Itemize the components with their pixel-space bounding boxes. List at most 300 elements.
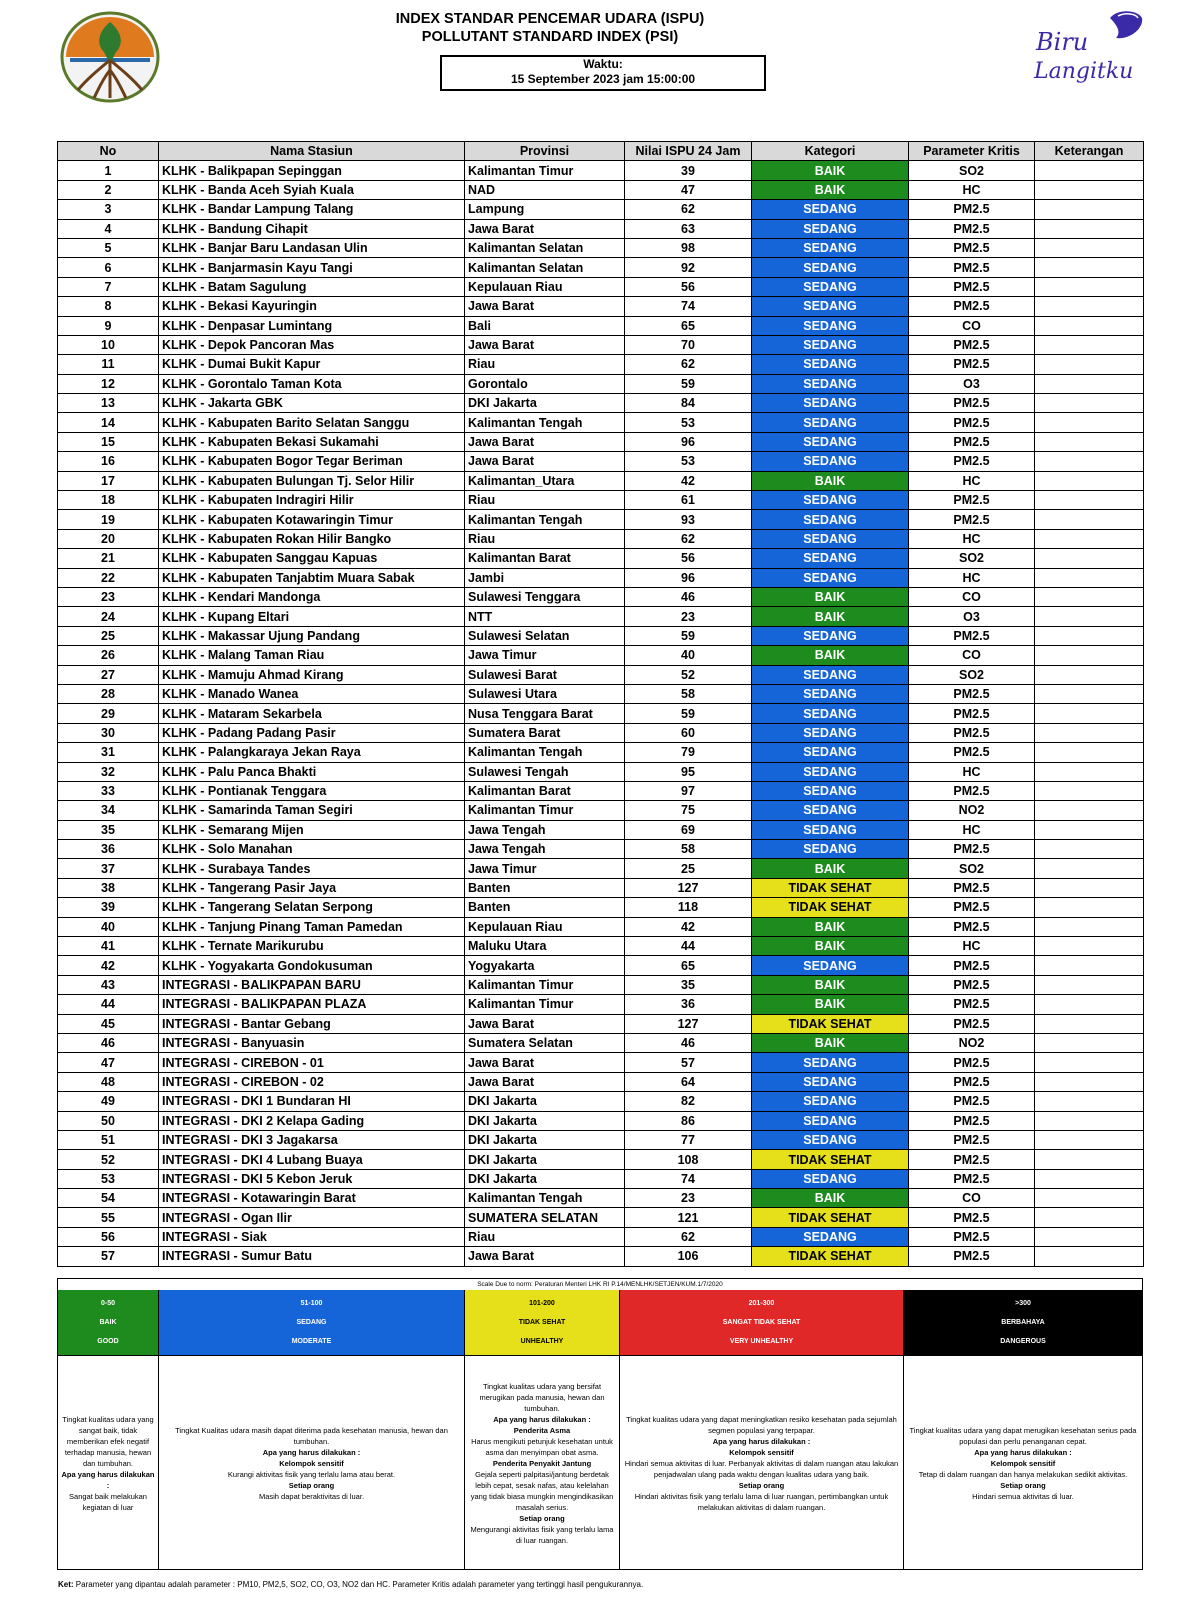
table-row bbox=[58, 200, 1144, 219]
row-category: SEDANG bbox=[752, 413, 909, 432]
row-critical-param: PM2.5 bbox=[909, 975, 1035, 994]
legend-en: GOOD bbox=[97, 1338, 119, 1345]
row-remarks bbox=[1035, 723, 1144, 742]
col-remarks: Keterangan bbox=[1035, 142, 1144, 161]
row-station: KLHK - Palangkaraya Jekan Raya bbox=[159, 743, 465, 762]
legend-level-2 bbox=[159, 1290, 465, 1570]
row-remarks bbox=[1035, 355, 1144, 374]
row-station: KLHK - Kendari Mandonga bbox=[159, 587, 465, 606]
row-category: SEDANG bbox=[752, 801, 909, 820]
row-remarks bbox=[1035, 684, 1144, 703]
row-critical-param: PM2.5 bbox=[909, 413, 1035, 432]
row-remarks bbox=[1035, 549, 1144, 568]
table-row bbox=[58, 471, 1144, 490]
table-row bbox=[58, 937, 1144, 956]
legend-desc-line: Masih dapat beraktivitas di luar. bbox=[258, 1491, 365, 1501]
row-category: TIDAK SEHAT bbox=[752, 1014, 909, 1033]
row-province: Riau bbox=[465, 529, 625, 548]
row-critical-param: NO2 bbox=[909, 1033, 1035, 1052]
col-no: No bbox=[58, 142, 159, 161]
legend-desc-line: Setiap orang bbox=[519, 1513, 565, 1523]
table-row bbox=[58, 975, 1144, 994]
row-remarks bbox=[1035, 1189, 1144, 1208]
row-ispu: 35 bbox=[625, 975, 752, 994]
row-province: Yogyakarta bbox=[465, 956, 625, 975]
table-row bbox=[58, 1189, 1144, 1208]
col-critical-param: Parameter Kritis bbox=[909, 142, 1035, 161]
row-no: 25 bbox=[58, 626, 159, 645]
legend-label: SANGAT TIDAK SEHAT bbox=[722, 1319, 801, 1326]
row-category: BAIK bbox=[752, 975, 909, 994]
row-ispu: 70 bbox=[625, 335, 752, 354]
row-critical-param: PM2.5 bbox=[909, 956, 1035, 975]
legend-label: SEDANG bbox=[296, 1319, 327, 1326]
row-no: 44 bbox=[58, 995, 159, 1014]
row-ispu: 63 bbox=[625, 219, 752, 238]
legend-range: >300 bbox=[1015, 1300, 1031, 1307]
row-no: 8 bbox=[58, 297, 159, 316]
row-no: 14 bbox=[58, 413, 159, 432]
row-remarks bbox=[1035, 238, 1144, 257]
table-row bbox=[58, 665, 1144, 684]
row-province: Nusa Tenggara Barat bbox=[465, 704, 625, 723]
row-critical-param: PM2.5 bbox=[909, 781, 1035, 800]
legend-desc-line: Hindari aktivitas fisik yang terlalu lama di luar ruangan, pertimbangkan untuk melakukan aktivitas di dalam ruangan. bbox=[634, 1491, 889, 1512]
row-no: 9 bbox=[58, 316, 159, 335]
legend-desc-line: Harus mengikuti petunjuk kesehatan untuk asma dan menyimpan obat asma. bbox=[471, 1436, 613, 1457]
row-remarks bbox=[1035, 801, 1144, 820]
row-station: KLHK - Bandar Lampung Talang bbox=[159, 200, 465, 219]
row-ispu: 96 bbox=[625, 568, 752, 587]
row-critical-param: O3 bbox=[909, 374, 1035, 393]
row-critical-param: CO bbox=[909, 587, 1035, 606]
table-row bbox=[58, 743, 1144, 762]
row-category: SEDANG bbox=[752, 684, 909, 703]
row-critical-param: SO2 bbox=[909, 161, 1035, 180]
row-remarks bbox=[1035, 1092, 1144, 1111]
row-ispu: 23 bbox=[625, 1189, 752, 1208]
row-category: SEDANG bbox=[752, 374, 909, 393]
row-station: KLHK - Gorontalo Taman Kota bbox=[159, 374, 465, 393]
col-province: Provinsi bbox=[465, 142, 625, 161]
row-ispu: 121 bbox=[625, 1208, 752, 1227]
row-station: INTEGRASI - DKI 3 Jagakarsa bbox=[159, 1130, 465, 1149]
row-ispu: 59 bbox=[625, 374, 752, 393]
legend-desc-line: Kurangi aktivitas fisik yang terlalu lama atau berat. bbox=[227, 1469, 396, 1479]
legend-label: BERBAHAYA bbox=[1001, 1319, 1045, 1326]
row-no: 46 bbox=[58, 1033, 159, 1052]
row-category: SEDANG bbox=[752, 549, 909, 568]
row-critical-param: PM2.5 bbox=[909, 626, 1035, 645]
row-remarks bbox=[1035, 762, 1144, 781]
row-critical-param: PM2.5 bbox=[909, 510, 1035, 529]
row-no: 13 bbox=[58, 394, 159, 413]
biru-langitku-logo-icon bbox=[1032, 6, 1147, 88]
legend-range: 0-50 bbox=[100, 1300, 115, 1307]
row-category: SEDANG bbox=[752, 1111, 909, 1130]
row-no: 12 bbox=[58, 374, 159, 393]
time-box bbox=[440, 55, 766, 91]
row-ispu: 77 bbox=[625, 1130, 752, 1149]
row-remarks bbox=[1035, 1072, 1144, 1091]
row-remarks bbox=[1035, 626, 1144, 645]
row-remarks bbox=[1035, 258, 1144, 277]
row-station: KLHK - Kabupaten Bekasi Sukamahi bbox=[159, 432, 465, 451]
row-province: Jawa Barat bbox=[465, 335, 625, 354]
row-ispu: 62 bbox=[625, 200, 752, 219]
row-remarks bbox=[1035, 781, 1144, 800]
row-station: KLHK - Manado Wanea bbox=[159, 684, 465, 703]
row-category: SEDANG bbox=[752, 1130, 909, 1149]
row-station: KLHK - Batam Sagulung bbox=[159, 277, 465, 296]
row-province: Jawa Barat bbox=[465, 432, 625, 451]
row-critical-param: PM2.5 bbox=[909, 277, 1035, 296]
row-province: DKI Jakarta bbox=[465, 1150, 625, 1169]
table-row bbox=[58, 704, 1144, 723]
row-category: SEDANG bbox=[752, 452, 909, 471]
klhk-logo-icon bbox=[58, 10, 162, 104]
row-category: SEDANG bbox=[752, 200, 909, 219]
row-critical-param: PM2.5 bbox=[909, 1169, 1035, 1188]
table-row bbox=[58, 277, 1144, 296]
row-province: Riau bbox=[465, 491, 625, 510]
row-ispu: 60 bbox=[625, 723, 752, 742]
row-province: Jawa Timur bbox=[465, 859, 625, 878]
row-no: 4 bbox=[58, 219, 159, 238]
row-province: Jawa Tengah bbox=[465, 820, 625, 839]
row-station: KLHK - Banda Aceh Syiah Kuala bbox=[159, 180, 465, 199]
row-category: TIDAK SEHAT bbox=[752, 1150, 909, 1169]
row-critical-param: SO2 bbox=[909, 859, 1035, 878]
table-row bbox=[58, 258, 1144, 277]
row-ispu: 44 bbox=[625, 937, 752, 956]
row-remarks bbox=[1035, 1111, 1144, 1130]
legend-level-description bbox=[159, 1356, 464, 1570]
row-no: 49 bbox=[58, 1092, 159, 1111]
row-category: BAIK bbox=[752, 180, 909, 199]
row-ispu: 84 bbox=[625, 394, 752, 413]
row-critical-param: PM2.5 bbox=[909, 917, 1035, 936]
table-row bbox=[58, 995, 1144, 1014]
row-no: 15 bbox=[58, 432, 159, 451]
row-category: SEDANG bbox=[752, 665, 909, 684]
row-category: TIDAK SEHAT bbox=[752, 898, 909, 917]
row-ispu: 74 bbox=[625, 1169, 752, 1188]
row-ispu: 62 bbox=[625, 529, 752, 548]
table-row bbox=[58, 316, 1144, 335]
row-province: DKI Jakarta bbox=[465, 1169, 625, 1188]
row-category: SEDANG bbox=[752, 219, 909, 238]
row-critical-param: PM2.5 bbox=[909, 1150, 1035, 1169]
row-station: KLHK - Kabupaten Bulungan Tj. Selor Hilir bbox=[159, 471, 465, 490]
row-critical-param: PM2.5 bbox=[909, 258, 1035, 277]
legend-desc-line: Setiap orang bbox=[738, 1480, 785, 1490]
row-critical-param: PM2.5 bbox=[909, 1208, 1035, 1227]
table-row bbox=[58, 1072, 1144, 1091]
row-station: KLHK - Kabupaten Indragiri Hilir bbox=[159, 491, 465, 510]
row-province: Kalimantan Selatan bbox=[465, 258, 625, 277]
legend-desc-line: Apa yang harus dilakukan : bbox=[712, 1436, 811, 1446]
row-critical-param: HC bbox=[909, 180, 1035, 199]
row-critical-param: SO2 bbox=[909, 549, 1035, 568]
row-category: SEDANG bbox=[752, 762, 909, 781]
row-station: KLHK - Denpasar Lumintang bbox=[159, 316, 465, 335]
row-remarks bbox=[1035, 840, 1144, 859]
legend-level-header bbox=[620, 1290, 903, 1356]
table-row bbox=[58, 917, 1144, 936]
table-row bbox=[58, 219, 1144, 238]
row-station: KLHK - Tanjung Pinang Taman Pamedan bbox=[159, 917, 465, 936]
row-no: 3 bbox=[58, 200, 159, 219]
row-category: SEDANG bbox=[752, 432, 909, 451]
legend-desc-line: Setiap orang bbox=[1000, 1480, 1046, 1490]
legend-desc-line: Penderita Asma bbox=[513, 1425, 571, 1435]
row-no: 33 bbox=[58, 781, 159, 800]
row-category: SEDANG bbox=[752, 704, 909, 723]
table-row bbox=[58, 684, 1144, 703]
row-station: KLHK - Samarinda Taman Segiri bbox=[159, 801, 465, 820]
row-province: Jawa Barat bbox=[465, 1053, 625, 1072]
row-station: INTEGRASI - DKI 5 Kebon Jeruk bbox=[159, 1169, 465, 1188]
row-province: Sulawesi Tenggara bbox=[465, 587, 625, 606]
row-province: Sulawesi Utara bbox=[465, 684, 625, 703]
row-province: NAD bbox=[465, 180, 625, 199]
row-category: BAIK bbox=[752, 607, 909, 626]
row-no: 50 bbox=[58, 1111, 159, 1130]
row-station: KLHK - Yogyakarta Gondokusuman bbox=[159, 956, 465, 975]
footnote bbox=[58, 1580, 643, 1589]
row-station: KLHK - Padang Padang Pasir bbox=[159, 723, 465, 742]
row-station: KLHK - Dumai Bukit Kapur bbox=[159, 355, 465, 374]
row-station: KLHK - Semarang Mijen bbox=[159, 820, 465, 839]
row-remarks bbox=[1035, 316, 1144, 335]
row-remarks bbox=[1035, 413, 1144, 432]
row-ispu: 64 bbox=[625, 1072, 752, 1091]
row-province: Jawa Timur bbox=[465, 646, 625, 665]
table-row bbox=[58, 956, 1144, 975]
row-ispu: 40 bbox=[625, 646, 752, 665]
row-category: TIDAK SEHAT bbox=[752, 1247, 909, 1266]
table-row bbox=[58, 394, 1144, 413]
table-row bbox=[58, 1130, 1144, 1149]
row-ispu: 69 bbox=[625, 820, 752, 839]
row-station: INTEGRASI - Sumur Batu bbox=[159, 1247, 465, 1266]
row-province: Sulawesi Tengah bbox=[465, 762, 625, 781]
footnote-text: Parameter yang dipantau adalah parameter : PM10, PM2,5, SO2, CO, O3, NO2 dan HC. Parameter Kritis adalah parameter yang tertinggi hasil pengukurannya. bbox=[75, 1580, 644, 1589]
legend-level-4 bbox=[620, 1290, 904, 1570]
row-category: SEDANG bbox=[752, 626, 909, 645]
row-ispu: 62 bbox=[625, 1227, 752, 1246]
row-critical-param: HC bbox=[909, 568, 1035, 587]
row-no: 24 bbox=[58, 607, 159, 626]
row-category: SEDANG bbox=[752, 1072, 909, 1091]
row-station: KLHK - Makassar Ujung Pandang bbox=[159, 626, 465, 645]
row-no: 5 bbox=[58, 238, 159, 257]
table-row bbox=[58, 840, 1144, 859]
row-critical-param: PM2.5 bbox=[909, 1053, 1035, 1072]
row-remarks bbox=[1035, 1227, 1144, 1246]
legend-level-description bbox=[58, 1356, 158, 1570]
row-province: Jawa Barat bbox=[465, 297, 625, 316]
row-province: Bali bbox=[465, 316, 625, 335]
legend-desc-line: Tetap di dalam ruangan dan hanya melakukan sedikit aktivitas. bbox=[918, 1469, 1128, 1479]
row-province: Riau bbox=[465, 1227, 625, 1246]
row-critical-param: PM2.5 bbox=[909, 840, 1035, 859]
table-row bbox=[58, 859, 1144, 878]
row-no: 38 bbox=[58, 878, 159, 897]
row-category: BAIK bbox=[752, 995, 909, 1014]
table-row bbox=[58, 626, 1144, 645]
row-remarks bbox=[1035, 394, 1144, 413]
row-no: 41 bbox=[58, 937, 159, 956]
row-category: BAIK bbox=[752, 161, 909, 180]
row-province: Gorontalo bbox=[465, 374, 625, 393]
legend-level-3 bbox=[465, 1290, 620, 1570]
table-row bbox=[58, 781, 1144, 800]
table-row bbox=[58, 1033, 1144, 1052]
table-row bbox=[58, 510, 1144, 529]
row-critical-param: PM2.5 bbox=[909, 1227, 1035, 1246]
row-ispu: 74 bbox=[625, 297, 752, 316]
row-province: Kalimantan_Utara bbox=[465, 471, 625, 490]
row-no: 22 bbox=[58, 568, 159, 587]
legend-desc-line: Penderita Penyakit Jantung bbox=[492, 1458, 592, 1468]
row-remarks bbox=[1035, 704, 1144, 723]
row-no: 47 bbox=[58, 1053, 159, 1072]
table-row bbox=[58, 646, 1144, 665]
table-row bbox=[58, 878, 1144, 897]
legend-desc-line: Apa yang harus dilakukan : bbox=[262, 1447, 361, 1457]
row-station: INTEGRASI - DKI 4 Lubang Buaya bbox=[159, 1150, 465, 1169]
row-province: Jawa Barat bbox=[465, 1247, 625, 1266]
row-station: INTEGRASI - Siak bbox=[159, 1227, 465, 1246]
row-category: BAIK bbox=[752, 859, 909, 878]
row-critical-param: PM2.5 bbox=[909, 200, 1035, 219]
table-body bbox=[58, 161, 1144, 1266]
row-critical-param: PM2.5 bbox=[909, 1111, 1035, 1130]
row-ispu: 23 bbox=[625, 607, 752, 626]
row-remarks bbox=[1035, 510, 1144, 529]
row-ispu: 39 bbox=[625, 161, 752, 180]
legend-desc-line: Kelompok sensitif bbox=[990, 1458, 1056, 1468]
row-station: INTEGRASI - CIREBON - 01 bbox=[159, 1053, 465, 1072]
logo-text-langitku: Langitku bbox=[1034, 59, 1134, 84]
legend-desc-line: Setiap orang bbox=[288, 1480, 335, 1490]
legend-range: 51-100 bbox=[300, 1300, 323, 1307]
row-no: 11 bbox=[58, 355, 159, 374]
row-ispu: 62 bbox=[625, 355, 752, 374]
row-station: KLHK - Bandung Cihapit bbox=[159, 219, 465, 238]
row-no: 31 bbox=[58, 743, 159, 762]
row-station: INTEGRASI - Banyuasin bbox=[159, 1033, 465, 1052]
table-row bbox=[58, 1111, 1144, 1130]
row-no: 7 bbox=[58, 277, 159, 296]
row-station: KLHK - Tangerang Pasir Jaya bbox=[159, 878, 465, 897]
row-remarks bbox=[1035, 607, 1144, 626]
row-station: INTEGRASI - DKI 2 Kelapa Gading bbox=[159, 1111, 465, 1130]
legend-range: 101-200 bbox=[529, 1300, 555, 1307]
row-ispu: 47 bbox=[625, 180, 752, 199]
row-category: BAIK bbox=[752, 1189, 909, 1208]
row-remarks bbox=[1035, 1208, 1144, 1227]
row-no: 17 bbox=[58, 471, 159, 490]
row-no: 32 bbox=[58, 762, 159, 781]
row-station: KLHK - Kabupaten Bogor Tegar Beriman bbox=[159, 452, 465, 471]
table-row bbox=[58, 1053, 1144, 1072]
legend-en: UNHEALTHY bbox=[520, 1338, 564, 1345]
row-province: Sulawesi Barat bbox=[465, 665, 625, 684]
row-remarks bbox=[1035, 646, 1144, 665]
legend-level-header bbox=[465, 1290, 619, 1356]
row-no: 45 bbox=[58, 1014, 159, 1033]
row-ispu: 42 bbox=[625, 471, 752, 490]
row-ispu: 56 bbox=[625, 549, 752, 568]
row-critical-param: HC bbox=[909, 762, 1035, 781]
row-category: SEDANG bbox=[752, 1053, 909, 1072]
row-station: KLHK - Kabupaten Tanjabtim Muara Sabak bbox=[159, 568, 465, 587]
row-ispu: 95 bbox=[625, 762, 752, 781]
row-remarks bbox=[1035, 1150, 1144, 1169]
row-station: KLHK - Banjarmasin Kayu Tangi bbox=[159, 258, 465, 277]
legend-level-header bbox=[159, 1290, 464, 1356]
col-category: Kategori bbox=[752, 142, 909, 161]
table-row bbox=[58, 491, 1144, 510]
table-row bbox=[58, 1247, 1144, 1266]
row-critical-param: NO2 bbox=[909, 801, 1035, 820]
row-ispu: 52 bbox=[625, 665, 752, 684]
row-critical-param: PM2.5 bbox=[909, 684, 1035, 703]
row-category: SEDANG bbox=[752, 277, 909, 296]
row-station: KLHK - Tangerang Selatan Serpong bbox=[159, 898, 465, 917]
row-station: INTEGRASI - BALIKPAPAN BARU bbox=[159, 975, 465, 994]
table-row bbox=[58, 374, 1144, 393]
row-remarks bbox=[1035, 471, 1144, 490]
row-ispu: 36 bbox=[625, 995, 752, 1014]
row-no: 29 bbox=[58, 704, 159, 723]
legend-level-description bbox=[620, 1356, 903, 1570]
legend-desc-line: Tingkat kualitas udara yang bersifat merugikan pada manusia, hewan dan tumbuhan. bbox=[479, 1381, 605, 1413]
legend-en: DANGEROUS bbox=[1000, 1338, 1046, 1345]
row-station: KLHK - Jakarta GBK bbox=[159, 394, 465, 413]
row-category: BAIK bbox=[752, 937, 909, 956]
row-category: SEDANG bbox=[752, 258, 909, 277]
row-ispu: 58 bbox=[625, 684, 752, 703]
row-ispu: 59 bbox=[625, 704, 752, 723]
row-station: KLHK - Surabaya Tandes bbox=[159, 859, 465, 878]
row-category: SEDANG bbox=[752, 723, 909, 742]
row-remarks bbox=[1035, 898, 1144, 917]
row-category: SEDANG bbox=[752, 956, 909, 975]
row-no: 1 bbox=[58, 161, 159, 180]
row-category: SEDANG bbox=[752, 1092, 909, 1111]
row-station: KLHK - Ternate Marikurubu bbox=[159, 937, 465, 956]
row-remarks bbox=[1035, 1014, 1144, 1033]
row-province: Sumatera Selatan bbox=[465, 1033, 625, 1052]
row-no: 20 bbox=[58, 529, 159, 548]
row-province: Jawa Barat bbox=[465, 219, 625, 238]
title-line-2: POLLUTANT STANDARD INDEX (PSI) bbox=[421, 29, 679, 45]
table-row bbox=[58, 297, 1144, 316]
table-row bbox=[58, 161, 1144, 180]
row-critical-param: PM2.5 bbox=[909, 335, 1035, 354]
table-row bbox=[58, 1092, 1144, 1111]
row-no: 36 bbox=[58, 840, 159, 859]
row-station: KLHK - Kabupaten Sanggau Kapuas bbox=[159, 549, 465, 568]
row-ispu: 108 bbox=[625, 1150, 752, 1169]
logo-text-biru: Biru bbox=[1036, 28, 1089, 56]
row-category: SEDANG bbox=[752, 394, 909, 413]
row-station: KLHK - Kabupaten Rokan Hilir Bangko bbox=[159, 529, 465, 548]
